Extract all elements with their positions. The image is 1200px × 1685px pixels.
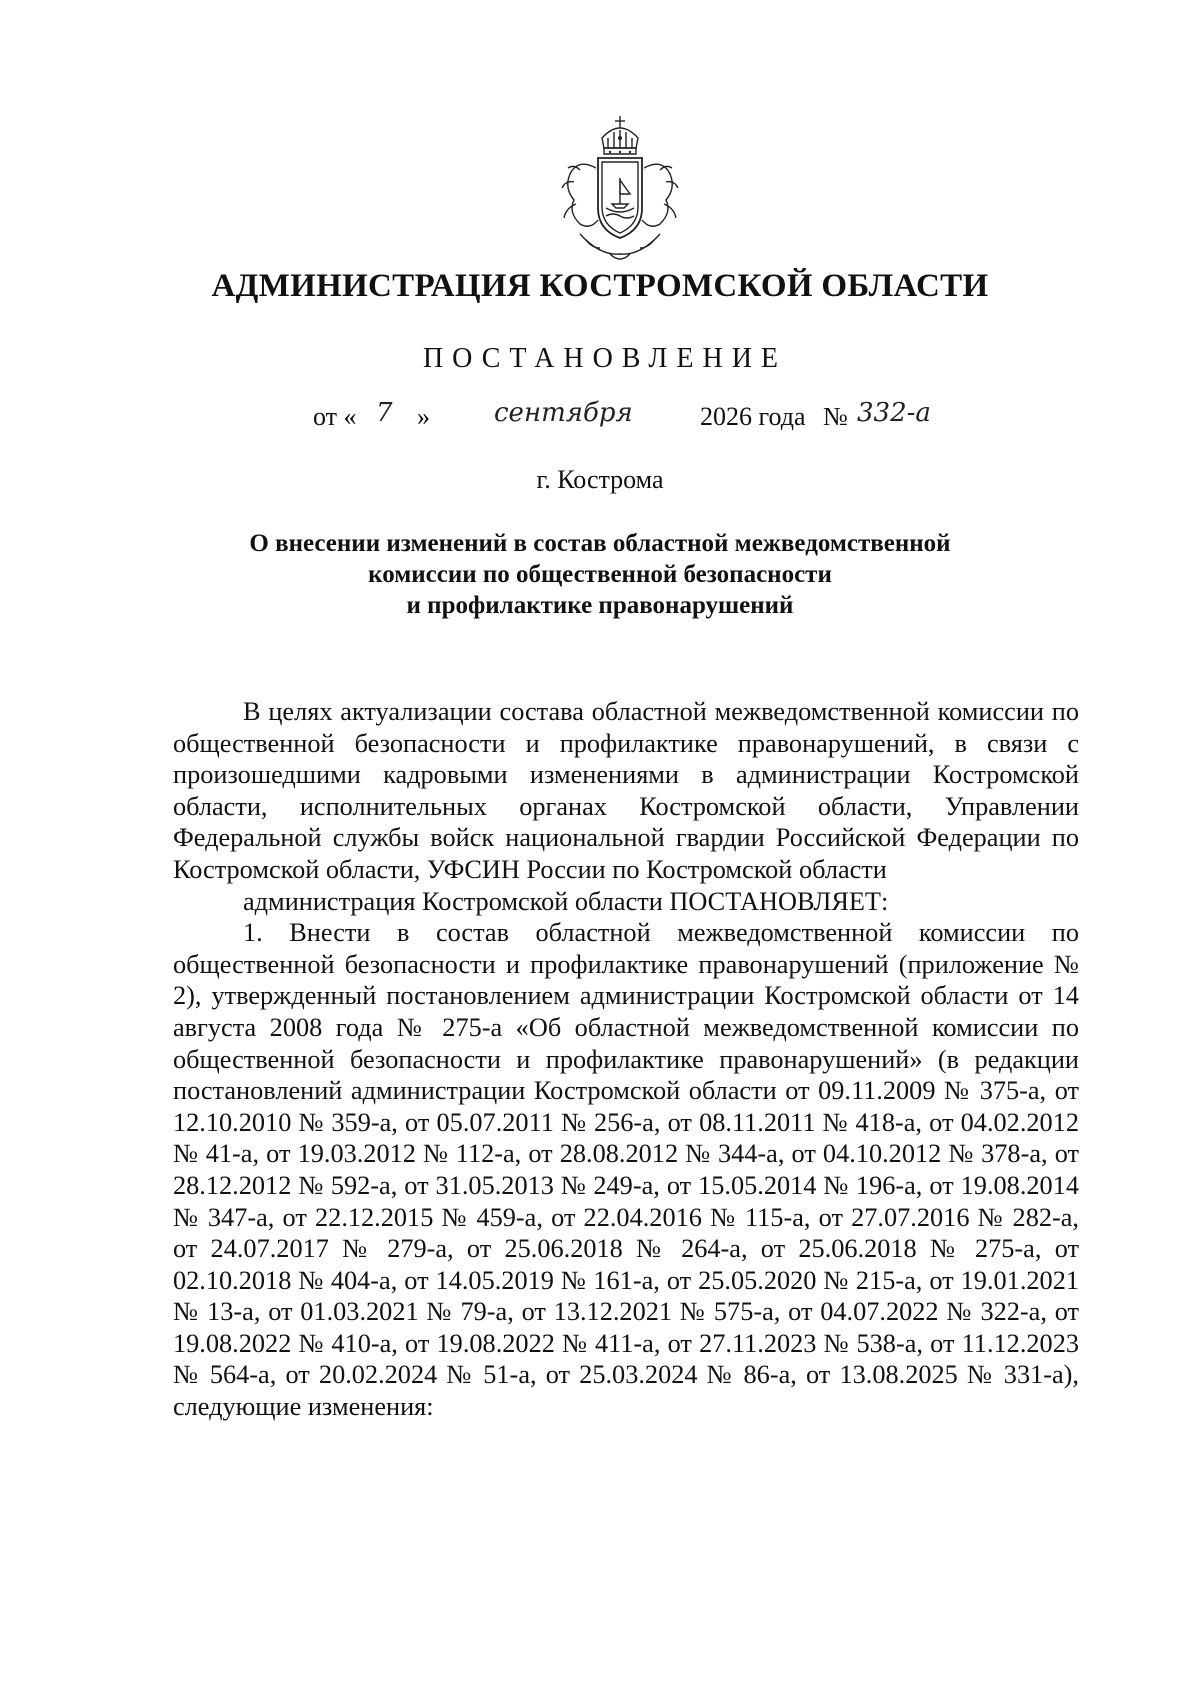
subject-line: О внесении изменений в состав областной межведомственной	[249, 530, 951, 557]
kostroma-coat-of-arms-icon	[540, 108, 700, 268]
subject-line: и профилактике правонарушений	[406, 592, 794, 619]
document-type-heading: ПОСТАНОВЛЕНИЕ	[422, 343, 788, 374]
city-line: г. Кострома	[536, 465, 664, 494]
document-subject	[150, 528, 1050, 621]
handwritten-month: сентября	[494, 398, 633, 428]
organization-title: АДМИНИСТРАЦИЯ КОСТРОМСКОЙ ОБЛАСТИ	[211, 268, 989, 304]
body-paragraph-preamble: В целях актуализации состава областной межведомственной комиссии по общественной безопасности и профилактике правонарушений, в связи с произошедшими кадровыми изменениями в администрации Костромской области, исполнительных органах Костромской области, Управлении Федеральной службы войск национальной гвардии Российской Федерации по Костромской области, УФСИН России по Костромской области	[173, 697, 1079, 884]
number-prefix: №	[823, 402, 848, 431]
handwritten-day: 7	[376, 398, 393, 428]
date-year: 2026 года	[700, 402, 806, 431]
date-line	[0, 398, 1200, 442]
date-prefix: от «	[313, 402, 357, 431]
subject-line: комиссии по общественной безопасности	[368, 561, 832, 588]
body-paragraph-item-1: 1. Внести в состав областной межведомственной комиссии по общественной безопасности и профилактике правонарушений (приложение № 2), утвержденный постановлением администрации Костромской области от 14 августа 2008 года № 275-а «Об областной межведомственной комиссии по общественной безопасности и профилактике правонарушений» (в редакции постановлений администрации Костромской области от 09.11.2009 № 375-а, от 12.10.2010 № 359-а, от 05.07.2011 № 256-а, от 08.11.2011 № 418-а, от 04.02.2012 № 41-а, от 19.03.2012 № 112-а, от 28.08.2012 № 344-а, от 04.10.2012 № 378-а, от 28.12.2012 № 592-а, от 31.05.2013 № 249-а, от 15.05.2014 № 196-а, от 19.08.2014 № 347-а, от 22.12.2015 № 459-а, от 22.04.2016 № 115-а, от 27.07.2016 № 282-а, от 24.07.2017 № 279-а, от 25.06.2018 № 264-а, от 25.06.2018 № 275-а, от 02.10.2018 № 404-а, от 14.05.2019 № 161-а, от 25.05.2020 № 215-а, от 19.01.2021 № 13-а, от 01.03.2021 № 79-а, от 13.12.2021 № 575-а, от 04.07.2022 № 322-а, от 19.08.2022 № 410-а, от 19.08.2022 № 411-а, от 27.11.2023 № 538-а, от 11.12.2023 № 564-а, от 20.02.2024 № 51-а, от 25.03.2024 № 86-а, от 13.08.2025 № 331-а), следующие изменения:	[173, 918, 1079, 1422]
body-paragraph-resolves: администрация Костромской области ПОСТАНОВЛЯЕТ:	[243, 886, 889, 916]
document-body	[173, 696, 1079, 1423]
handwritten-number: 332-а	[857, 398, 931, 428]
date-day-close: »	[417, 402, 430, 431]
